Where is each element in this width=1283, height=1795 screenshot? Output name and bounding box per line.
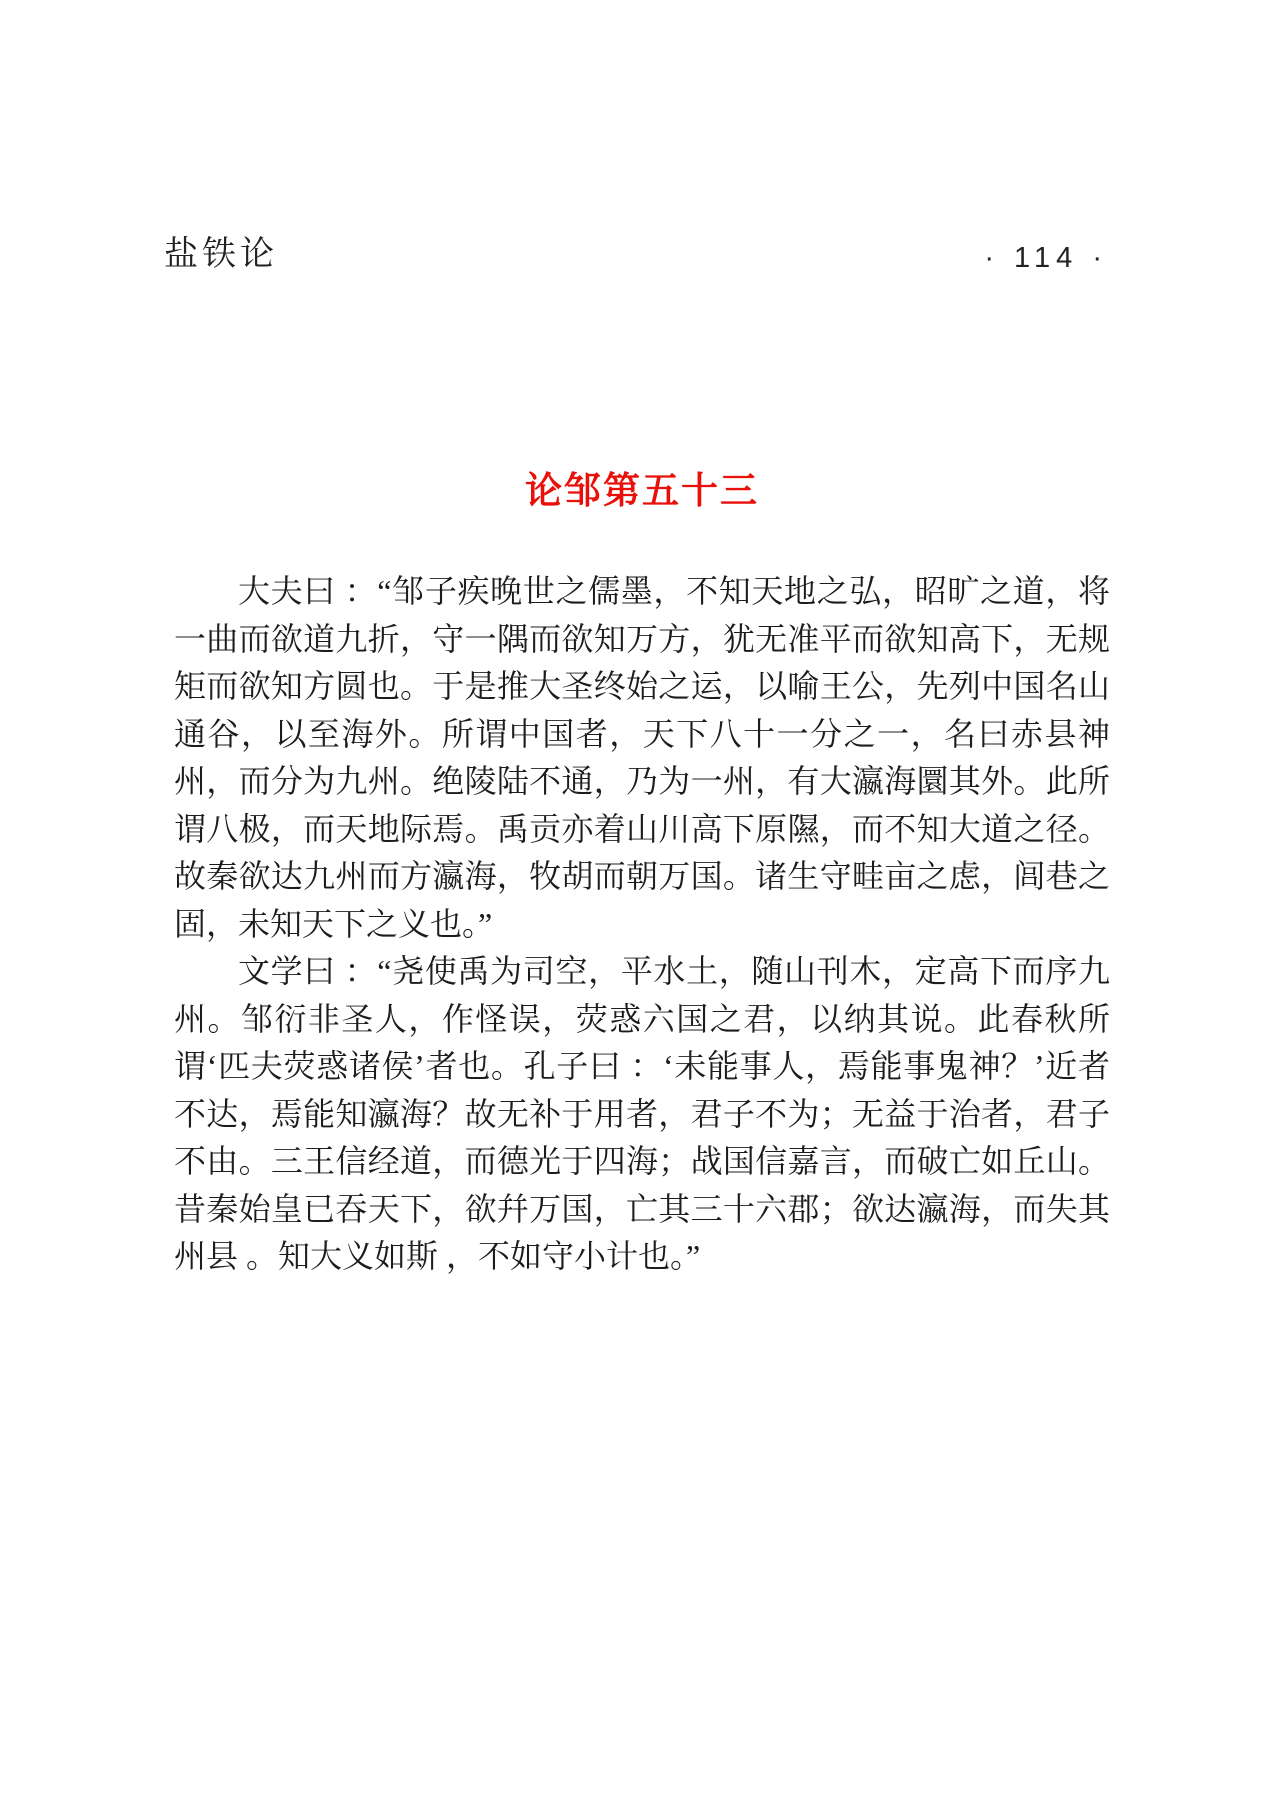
- page-header: [164, 226, 1108, 275]
- paragraph-dafu: 大夫曰 ：“邹子疾晚世之儒墨，不知天地之弘，昭旷之道，将一曲而欲道九折，守一隅而欲知万方，犹无准平而欲知高下，无规矩而欲知方圆也。于是推大圣终始之运，以喻王公，先列中国名山通谷，以至海外。所谓中国者，天下八十一分之一，名曰赤县神州，而分为九州。绝陵陆不通，乃为一州，有大瀛海圜其外。此所谓八极，而天地际焉。禹贡亦着山川高下原隰，而不知大道之径。故秦欲达九州而方瀛海，牧胡而朝万国。诸生守畦亩之虑，闾巷之固，未知天下之义也。”: [174, 573, 1110, 942]
- paragraph-wenxue: 文学曰 ：“尧使禹为司空，平水土，随山刊木，定高下而序九州。邹衍非圣人，作怪误，荧惑六国之君，以纳其说。此春秋所谓‘匹夫荧惑诸侯’者也。孔子曰 ：‘未能事人，焉能事鬼神？’近者不达，焉能知瀛海？故无补于用者，君子不为；无益于治者，君子不由。三王信经道，而德光于四海；战国信嘉言，而破亡如丘山。昔秦始皇已吞天下，欲幷万国，亡其三十六郡；欲达瀛海，而失其州县 。知大义如斯 ，不如守小计也。”: [174, 953, 1110, 1274]
- body-text: [174, 568, 1110, 1281]
- book-title: 盐铁论: [164, 236, 278, 273]
- page-number: · 114 ·: [984, 242, 1108, 274]
- chapter-title: 论邹第五十三: [525, 471, 759, 512]
